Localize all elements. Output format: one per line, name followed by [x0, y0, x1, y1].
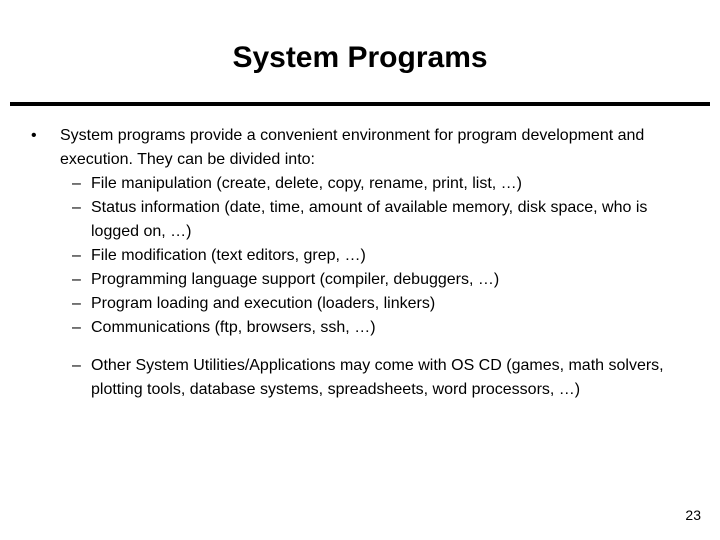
sub-item-text: File manipulation (create, delete, copy, rename, print, list, …): [91, 175, 522, 192]
dash-icon: –: [72, 175, 81, 192]
sub-item-other-utilities: [0, 354, 691, 402]
dash-icon: –: [72, 199, 81, 216]
sub-item-list: [0, 172, 720, 340]
main-bullet: [0, 124, 690, 172]
sub-item: [0, 172, 691, 196]
sub-item-text: File modification (text editors, grep, …): [91, 247, 366, 264]
dash-icon: –: [72, 319, 81, 336]
dash-icon: –: [72, 357, 81, 374]
dash-icon: –: [72, 247, 81, 264]
sub-item: [0, 316, 691, 340]
title-divider: [10, 102, 710, 106]
bullet-icon: •: [31, 127, 37, 144]
slide-content: [0, 124, 720, 402]
dash-icon: –: [72, 295, 81, 312]
spacer: [0, 340, 720, 354]
page-number: 23: [685, 507, 701, 523]
sub-item-text: Status information (date, time, amount of available memory, disk space, who is logged on, …): [91, 199, 648, 240]
sub-item-text: Other System Utilities/Applications may come with OS CD (games, math solvers, plotting tools, database systems, spreadsheets, word processors, …): [91, 357, 664, 398]
slide-title: System Programs: [232, 41, 488, 74]
sub-item-text: Programming language support (compiler, debuggers, …): [91, 271, 500, 288]
extra-item-list: [0, 354, 720, 402]
sub-item-text: Communications (ftp, browsers, ssh, …): [91, 319, 376, 336]
sub-item-text: Program loading and execution (loaders, linkers): [91, 295, 436, 312]
sub-item: [0, 196, 691, 244]
main-bullet-text: System programs provide a convenient environment for program development and execution. They can be divided into:: [60, 127, 645, 168]
sub-item: [0, 244, 691, 268]
dash-icon: –: [72, 271, 81, 288]
sub-item: [0, 268, 691, 292]
sub-item: [0, 292, 691, 316]
